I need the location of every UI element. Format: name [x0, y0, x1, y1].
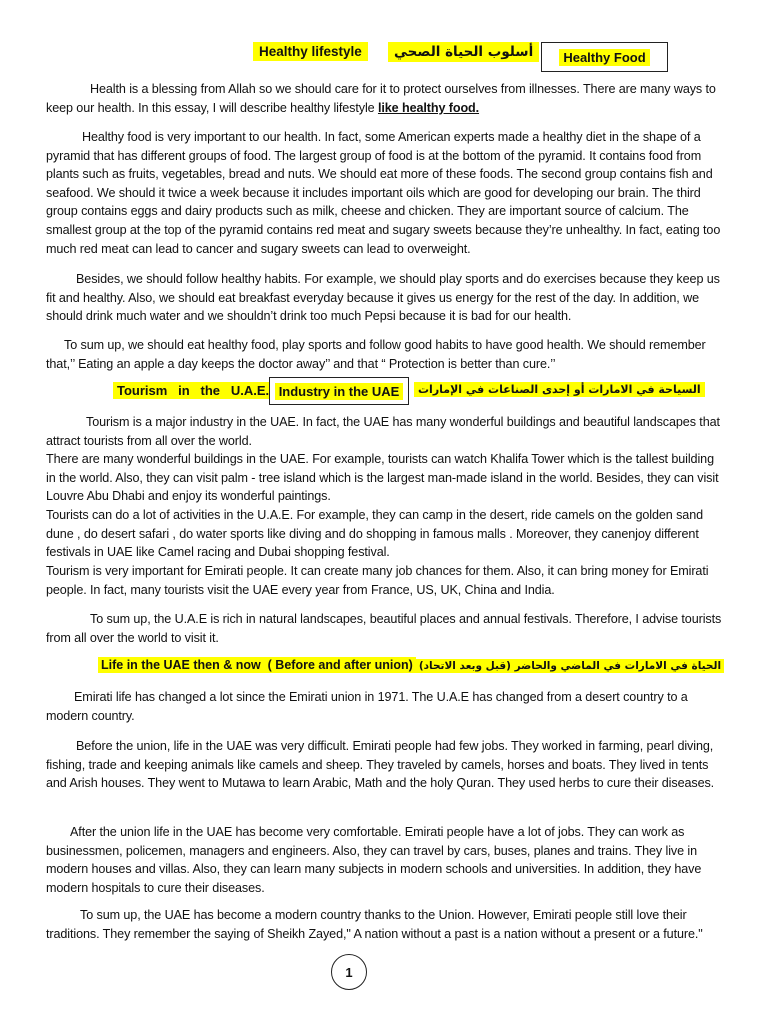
healthy-food-label: Healthy Food [559, 49, 649, 66]
life-p3-text: After the union life in the UAE has become very comfortable. Emirati people have a lot of jobs. They can work as businessmen, policemen, managers and engineers. Also, they can travel by cars, buses, planes and trains. They live in modern houses and villas. Also, they can learn many subjects in modern schools and universities. In addition, they have modern hospitals to cure their diseases. [46, 825, 702, 895]
healthy-p3-text: Besides, we should follow healthy habits. For example, we should play sports and do exercises because they keep us fit and healthy. Also, we should eat breakfast everyday because it gives us energy for the rest of the day. In addition, we should drink much water and we shouldn’t drink too much Pepsi because it is bad for our health. [46, 272, 720, 324]
healthy-p1-underlined: like healthy food. [377, 100, 480, 115]
life-p2-text: Before the union, life in the UAE was very difficult. Emirati people had few jobs. They worked in farming, pearl diving, fishing, trade and keeping animals like camels and sheep. They traveled by camels, horses and boats. They lived in tents and Arish houses. They went to Mutawa to learn Arabic, Math and the holy Quran. They used herbs to cure their diseases. [46, 739, 715, 791]
healthy-p4-text: To sum up, we should eat healthy food, play sports and follow good habits to have good health. We should remember that,’’ Eating an apple a day keeps the doctor away’’ and that “ Protection is better than cure.’’ [46, 338, 706, 371]
tourism-paragraph-2 [46, 450, 726, 506]
healthy-paragraph-4 [46, 336, 726, 373]
life-paragraph-4 [46, 906, 726, 943]
life-heading-row [98, 658, 724, 672]
healthy-paragraph-3 [46, 270, 726, 326]
healthy-paragraph-2 [46, 128, 726, 258]
tourism-p1-text: Tourism is a major industry in the UAE. In fact, the UAE has many wonderful buildings and beautiful landscapes that attract tourists from all over the world. [46, 415, 720, 448]
title-english: Healthy lifestyle [253, 42, 368, 61]
tourism-paragraph-1 [46, 413, 726, 450]
industry-label: Industry in the UAE [275, 383, 404, 400]
title-row [253, 44, 368, 59]
tourism-paragraph-4 [46, 562, 726, 599]
life-paragraph-1 [46, 688, 726, 725]
life-heading-arabic: الحياة في الامارات في الماضي والحاضر (قبل وبعد الاتحاد) [416, 659, 724, 673]
tourism-heading-english: Tourism in the U.A.E. [113, 382, 273, 399]
healthy-p2-text: Healthy food is very important to our health. In fact, some American experts made a healthy diet in the shape of a pyramid that has different groups of food. The largest group of food is at the bottom of the pyramid. It contains food from plants such as fruits, vegetables, bread and nuts. We should eat more of these foods. The second group contains fish and seafood. We should it twice a week because it includes important oils which are good for developing our brain. The third group contains eggs and dairy products such as milk, cheese and chicken. They are important source of calcium. The smallest group at the top of the pyramid contains red meat and sugary sweets because they’re unhealthy. In fact, eating too much red meat can lead to cancer and sugary sweets can lead to overweight. [46, 130, 721, 256]
industry-box [269, 377, 409, 405]
tourism-paragraph-3 [46, 506, 726, 562]
tourism-p3-text: Tourists can do a lot of activities in the U.A.E. For example, they can camp in the desert, ride camels on the golden sand dune , do desert safari , do water sports like diving and do shopping in famous malls . Moreover, they canenjoy different festivals in UAE like Camel racing and Dubai shopping festival. [46, 508, 704, 560]
healthy-p1-text: Health is a blessing from Allah so we should care for it to protect ourselves from illnesses. There are many ways to keep our health. In this essay, I will describe healthy lifestyle [46, 82, 716, 115]
life-p1-text: Emirati life has changed a lot since the Emirati union in 1971. The U.A.E has changed from a desert country to a modern country. [46, 690, 688, 723]
life-paragraph-2 [46, 737, 726, 793]
tourism-p2-text: There are many wonderful buildings in the UAE. For example, tourists can watch Khalifa Tower which is the tallest building in the world. Also, they can visit palm - tree island which is the largest man-made island in the world. Besides, they can visit Louvre Abu Dhabi and enjoy its wonderful paintings. [46, 452, 719, 504]
healthy-food-box [541, 42, 668, 72]
page-number: 1 [331, 954, 367, 990]
title-row-arabic [388, 44, 539, 60]
tourism-paragraph-5 [46, 610, 726, 647]
tourism-p4-text: Tourism is very important for Emirati people. It can create many job chances for them. Also, it can bring money for Emirati people. In fact, many tourists visit the UAE every year from France, US, UK, China and India. [46, 564, 709, 597]
title-arabic: أسلوب الحياة الصحي [388, 42, 539, 62]
tourism-heading-arabic-row [414, 383, 705, 396]
life-p4-text: To sum up, the UAE has become a modern country thanks to the Union. However, Emirati people still love their traditions. They remember the saying of Sheikh Zayed," A nation without a past is a nation without a present or a future." [46, 908, 703, 941]
healthy-paragraph-1 [46, 80, 726, 117]
tourism-p5-text: To sum up, the U.A.E is rich in natural landscapes, beautiful places and annual festivals. Therefore, I advise tourists from all over the world to visit it. [46, 612, 722, 645]
life-paragraph-3 [46, 823, 726, 897]
tourism-heading-arabic: السياحة في الامارات أو إحدى الصناعات في الإمارات [414, 382, 705, 397]
life-heading-english: Life in the UAE then & now ( Before and after union) [98, 657, 416, 673]
tourism-heading-row [113, 383, 273, 398]
